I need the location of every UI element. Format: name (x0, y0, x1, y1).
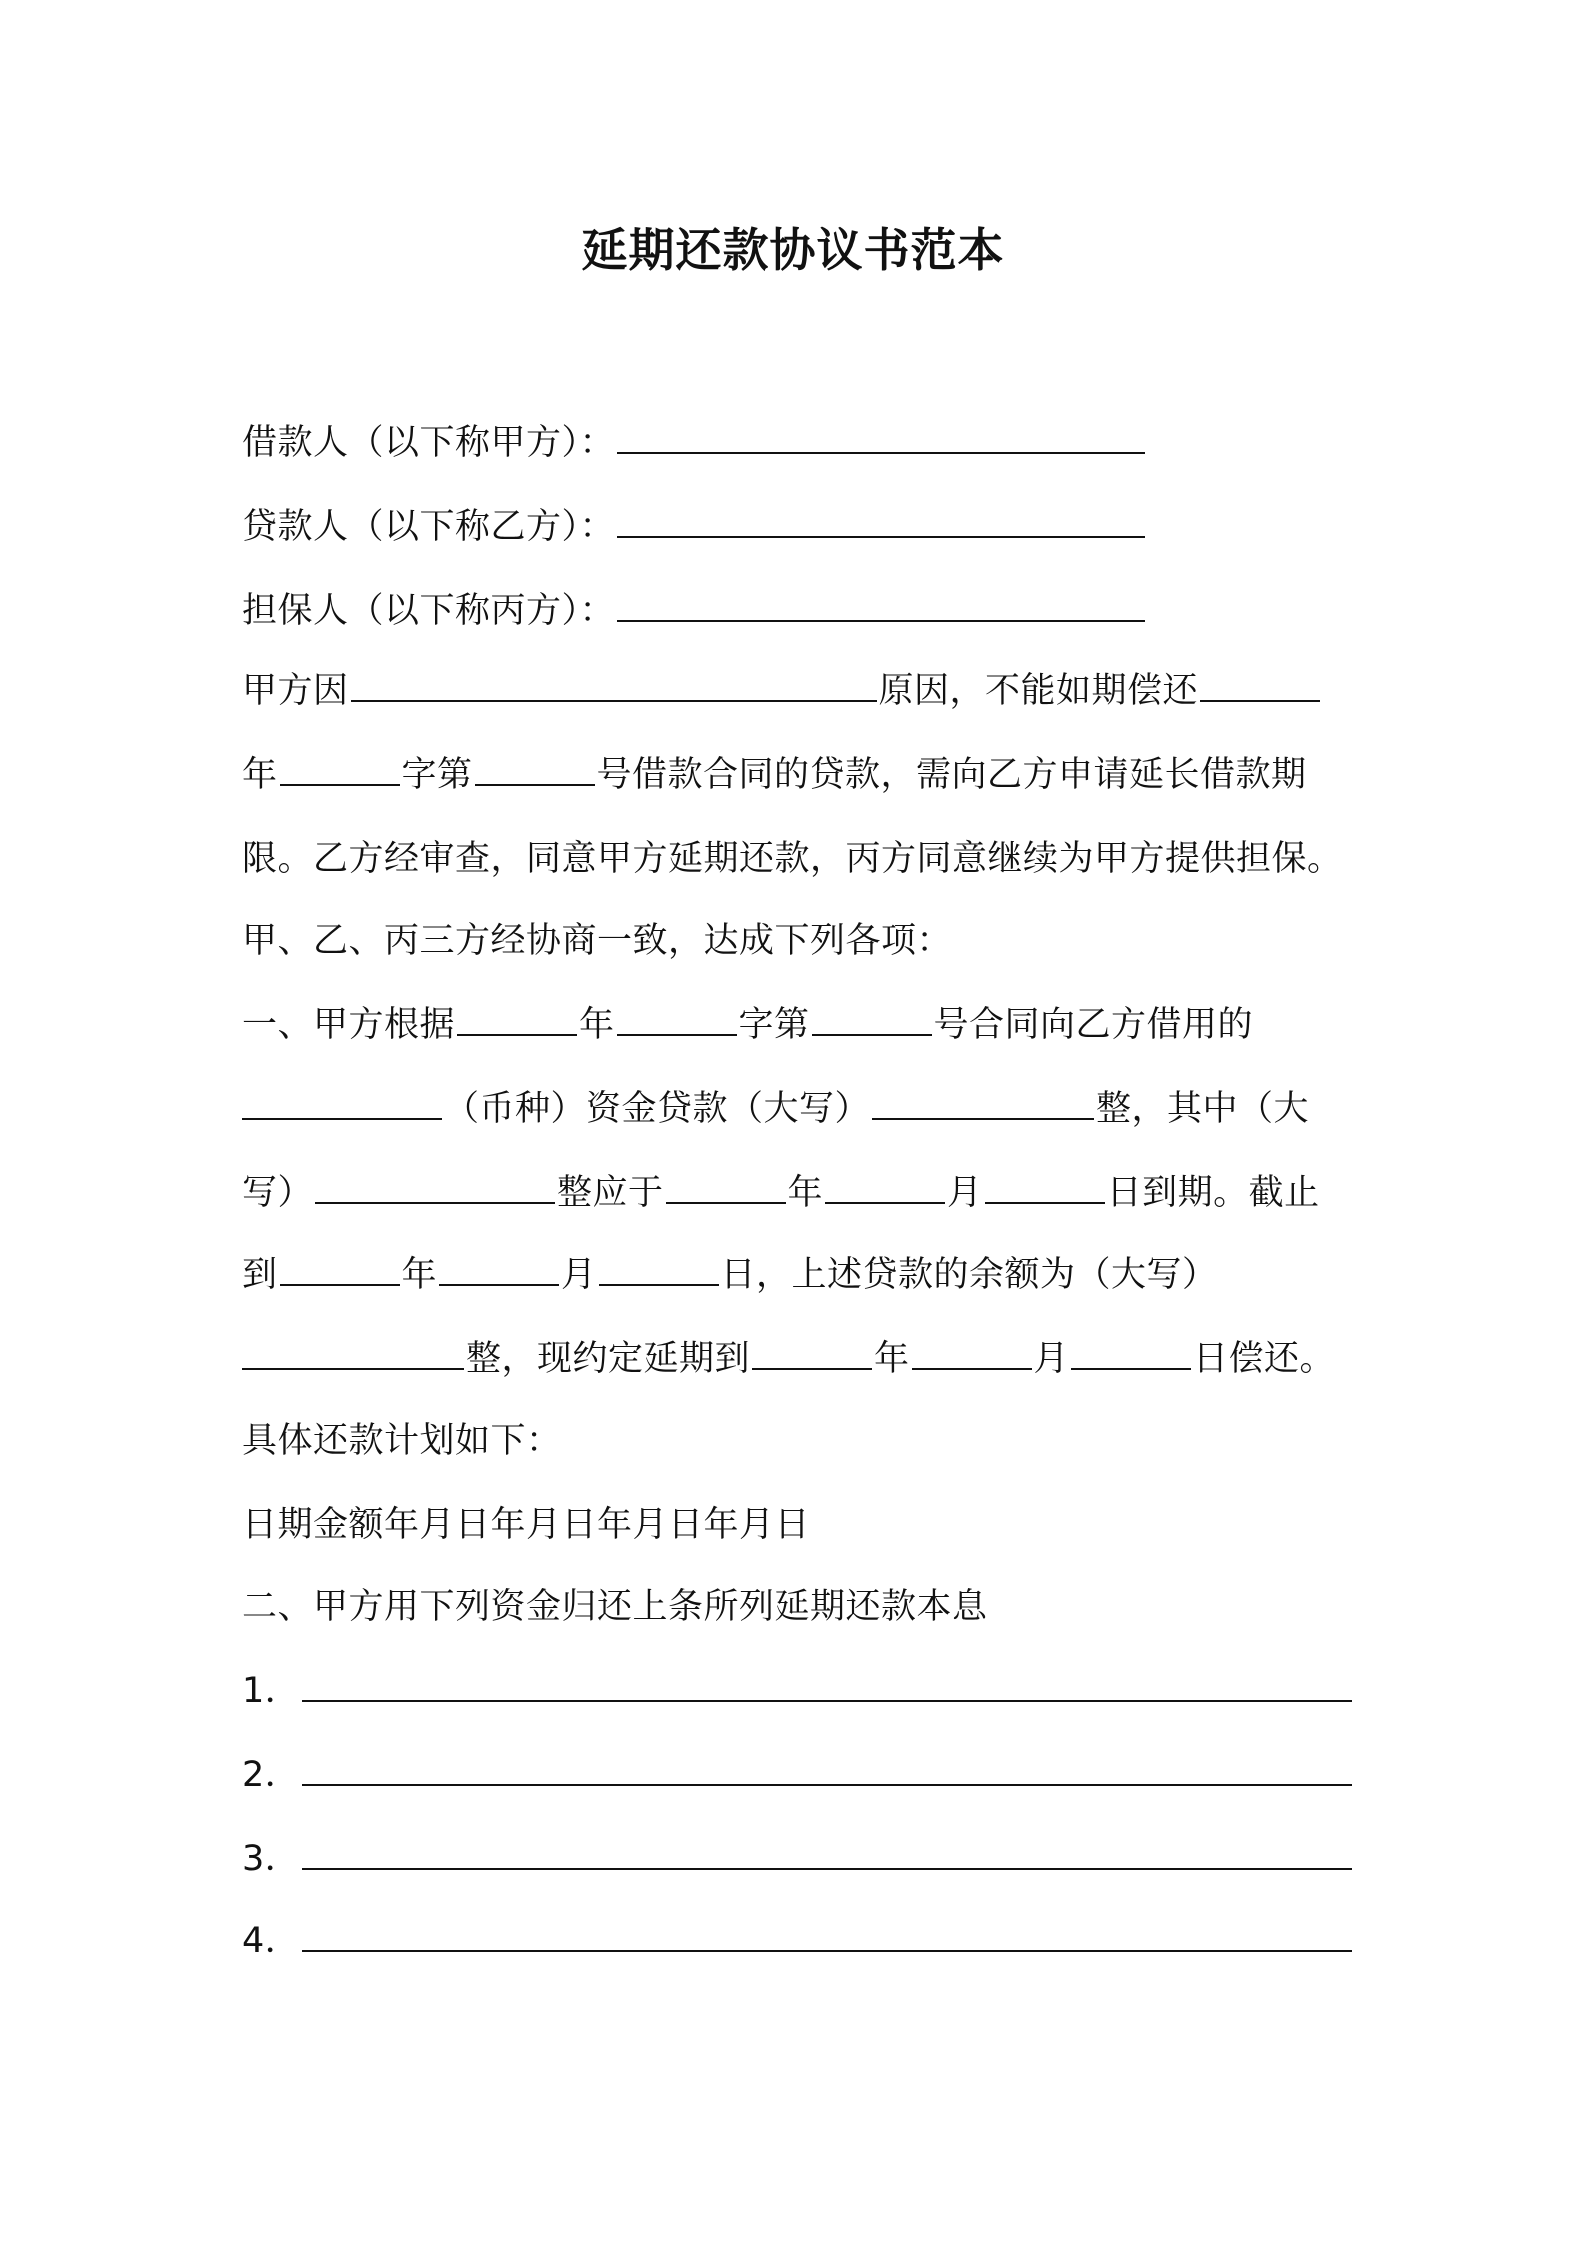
cutoff-year-blank[interactable] (280, 1254, 400, 1286)
clause1-text: 年 (787, 1173, 824, 1213)
intro-text: 甲方因 (242, 671, 349, 711)
item-blank[interactable] (302, 1754, 1352, 1786)
clause1-text: 月 (1033, 1339, 1070, 1379)
intro-line-1 (242, 668, 1322, 714)
lender-label: 贷款人（以下称乙方）： (242, 507, 616, 547)
clause1-text: 日偿还。 (1193, 1339, 1336, 1379)
clause2-item-2 (242, 1752, 1354, 1798)
item-number: 2． (242, 1755, 301, 1795)
clause1-text: 日到期。截止 (1106, 1173, 1320, 1213)
lender-blank[interactable] (617, 506, 1145, 538)
clause1-text: （币种）资金贷款（大写） (444, 1089, 871, 1129)
extend-day-blank[interactable] (1071, 1338, 1191, 1370)
contract-year-blank[interactable] (457, 1004, 577, 1036)
clause2-heading: 二、甲方用下列资金归还上条所列延期还款本息 (242, 1587, 988, 1627)
extend-month-blank[interactable] (912, 1338, 1032, 1370)
borrower-blank[interactable] (617, 422, 1145, 454)
guarantor-blank[interactable] (617, 590, 1145, 622)
clause1-text: 写） (242, 1173, 314, 1213)
contract-word-blank[interactable] (617, 1004, 737, 1036)
intro-line-3: 限。乙方经审查，同意甲方延期还款，丙方同意继续为甲方提供担保。 (242, 839, 1343, 879)
clause1-text: 月 (561, 1255, 597, 1295)
extend-year-blank[interactable] (752, 1338, 872, 1370)
clause1-text: 年 (874, 1339, 910, 1379)
clause1-text: 整，现约定延期到 (466, 1339, 751, 1379)
guarantor-line (242, 588, 1147, 634)
intro-line-2 (242, 752, 1307, 798)
cutoff-month-blank[interactable] (439, 1254, 559, 1286)
cutoff-day-blank[interactable] (599, 1254, 719, 1286)
clause2-item-1 (242, 1668, 1354, 1714)
item-blank[interactable] (302, 1920, 1352, 1952)
item-number: 1． (242, 1671, 301, 1711)
clause1-text: 整应于 (557, 1173, 664, 1213)
item-blank[interactable] (302, 1670, 1352, 1702)
currency-blank[interactable] (242, 1088, 442, 1120)
year-blank[interactable] (1200, 670, 1320, 702)
clause1-line-4 (242, 1252, 1218, 1298)
plan-row: 日期金额年月日年月日年月日年月日 (242, 1505, 811, 1545)
intro-text: 字第 (401, 755, 473, 795)
intro-text: 年 (242, 755, 278, 795)
borrower-label: 借款人（以下称甲方）： (242, 423, 616, 463)
reason-blank[interactable] (351, 670, 877, 702)
borrower-line (242, 420, 1147, 466)
due-day-blank[interactable] (985, 1172, 1105, 1204)
clause1-line-5 (242, 1336, 1335, 1382)
number-blank[interactable] (475, 754, 595, 786)
loan-amount-blank[interactable] (872, 1088, 1094, 1120)
clause1-text: 号合同向乙方借用的 (933, 1005, 1254, 1045)
clause1-text: 整，其中（大 (1096, 1089, 1310, 1129)
due-amount-blank[interactable] (315, 1172, 555, 1204)
clause1-text: 日，上述贷款的余额为（大写） (720, 1255, 1218, 1295)
due-month-blank[interactable] (825, 1172, 945, 1204)
contract-number-blank[interactable] (812, 1004, 932, 1036)
item-blank[interactable] (302, 1838, 1352, 1870)
clause1-text: 一、甲方根据 (242, 1005, 456, 1045)
intro-line-4: 甲、乙、丙三方经协商一致，达成下列各项： (242, 921, 953, 961)
clause1-text: 到 (242, 1255, 278, 1295)
word-blank[interactable] (280, 754, 400, 786)
clause1-line-2 (242, 1086, 1309, 1132)
clause1-text: 月 (947, 1173, 983, 1213)
plan-label: 具体还款计划如下： (242, 1421, 562, 1461)
clause2-item-3 (242, 1836, 1354, 1882)
guarantor-label: 担保人（以下称丙方）： (242, 591, 616, 631)
clause1-text: 字第 (738, 1005, 810, 1045)
clause1-text: 年 (579, 1005, 615, 1045)
intro-text: 号借款合同的贷款，需向乙方申请延长借款期 (596, 755, 1307, 795)
item-number: 3． (242, 1839, 301, 1879)
due-year-blank[interactable] (666, 1172, 786, 1204)
clause1-line-3 (242, 1170, 1320, 1216)
intro-text: 原因，不能如期偿还 (878, 671, 1199, 711)
item-number: 4． (242, 1921, 301, 1961)
lender-line (242, 504, 1147, 550)
clause2-item-4 (242, 1918, 1354, 1964)
clause1-text: 年 (401, 1255, 438, 1295)
clause1-line-1 (242, 1002, 1253, 1048)
document-title: 延期还款协议书范本 (581, 223, 1005, 277)
balance-blank[interactable] (242, 1338, 464, 1370)
